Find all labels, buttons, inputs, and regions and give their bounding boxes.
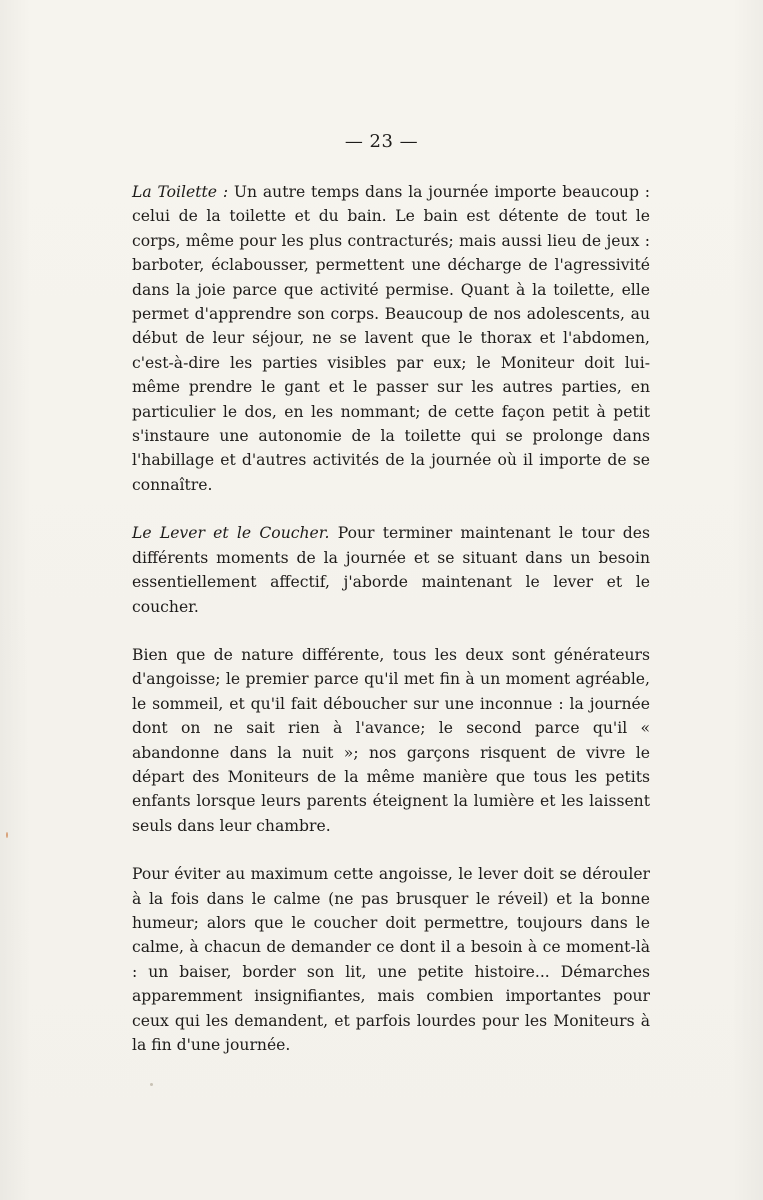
speck [6,832,8,838]
paragraph-text: Bien que de nature différente, tous les deux sont générateurs d'angoisse; le premier parce qu'il met fin à un moment agréable, le sommeil, et qu'il fait déboucher sur une inconnue : la journée dont on ne sait rien à l'avance; le second parce qu'il « abandonne dans la nuit »; nos garçons risquent de vivre le départ des Moniteurs de la même manière que tous les petits enfants lorsque leurs parents éteignent la lumière et les laissent seuls dans leur chambre. [132,645,650,835]
section-heading-lever-coucher: Le Lever et le Coucher. [132,524,330,543]
paragraph-text: Pour terminer maintenant le tour des différents moments de la journée et se situant dans un besoin essentiellement affectif, j'aborde maintenant le lever et le coucher. [132,524,650,616]
paragraph-eviter-angoisse [132,862,650,1057]
paragraph-text: Pour éviter au maximum cette angoisse, le lever doit se dérouler à la fois dans le calme (ne pas brusquer le réveil) et la bonne humeur; alors que le coucher doit permettre, toujours dans le calme, à chacun de demander ce dont il a besoin à ce moment-là : un baiser, border son lit, une petite histoire... Démarches apparemment insignifiantes, mais combien importantes pour ceux qui les demandent, et parfois lourdes pour les Moniteurs à la fin d'une journée. [132,865,650,1054]
paragraph-toilette [132,180,650,497]
section-heading-toilette: La Toilette : [132,183,229,201]
page-number: — 23 — [344,131,419,152]
speck [150,1083,153,1086]
body-text [132,180,650,1081]
paragraph-lever-coucher [132,521,650,619]
paragraph-angoisse [132,643,650,838]
paragraph-text: Un autre temps dans la journée importe beaucoup : celui de la toilette et du bain. Le bain est détente de tout le corps, même pour les plus contracturés; mais aussi lieu de jeux : barboter, éclabousser, permettent une décharge de l'agressivité dans la joie parce que activité permise. Quant à la toilette, elle permet d'apprendre son corps. Beaucoup de nos adolescents, au début de leur séjour, ne se lavent que le thorax et l'abdomen, c'est-à-dire les parties visibles par eux; le Moniteur doit lui-même prendre le gant et le passer sur les autres parties, en particulier le dos, en les nommant; de cette façon petit à petit s'instaure une autonomie de la toilette qui se prolonge dans l'habillage et d'autres activités de la journée où il importe de se connaître. [132,183,650,494]
